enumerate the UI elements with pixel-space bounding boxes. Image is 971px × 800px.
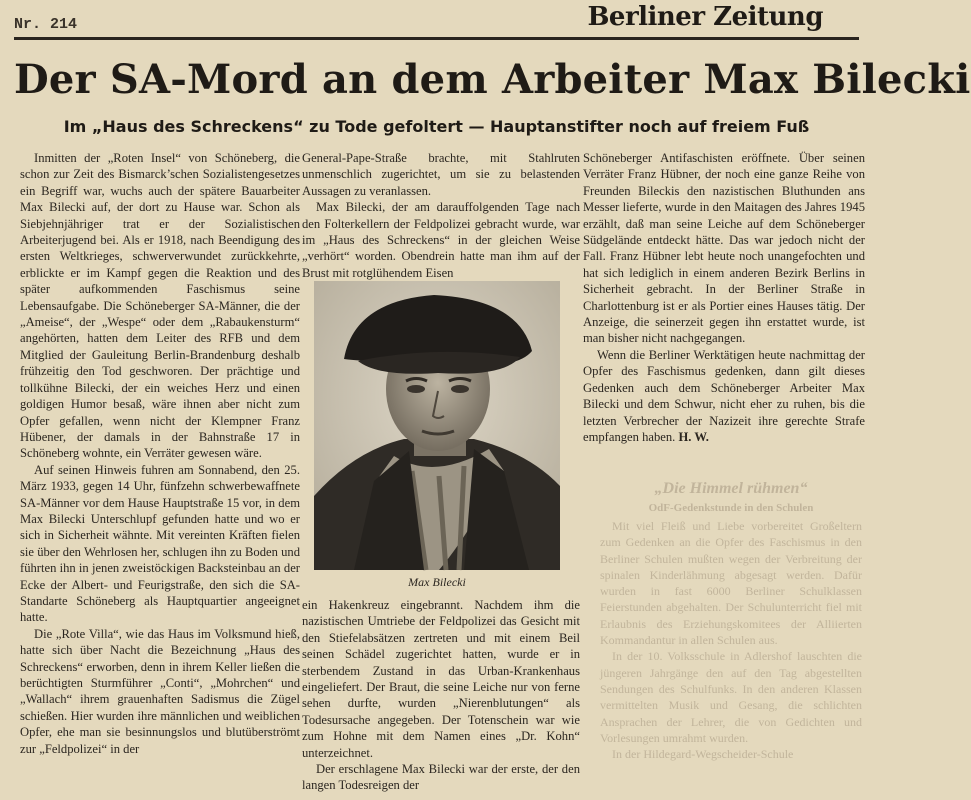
faded-article-body	[600, 518, 862, 762]
column-2-bottom-text	[302, 597, 580, 800]
paragraph: Der erschlagene Max Bilecki war der erste, der den langen Todesreigen der	[302, 762, 580, 793]
paragraph: In der Hildegard-Wegscheider-Schule	[612, 747, 794, 762]
author-signature: H. W.	[678, 429, 709, 444]
faded-article	[600, 478, 862, 800]
column-3-text	[583, 150, 865, 468]
paragraph: Max Bilecki, der am darauffolgenden Tage nach den Folterkellern der Feldpolizei gebracht wurde, war im „Haus des Schreckens“ in der gleichen Weise „verhört“ worden. Obendrein hatte man ihm auf der Brust mit rotglühendem Eisen	[302, 200, 580, 280]
headline: Der SA-Mord an dem Arbeiter Max Bilecki	[14, 56, 971, 103]
portrait-image	[314, 281, 560, 570]
subheadline: Im „Haus des Schreckens“ zu Tode gefoltert — Hauptanstifter noch auf freiem Fuß	[63, 117, 810, 136]
article-column-1	[20, 150, 300, 800]
paragraph: Inmitten der „Roten Insel“ von Schöneberg, die schon zur Zeit des Bismarck’schen Sozialistengesetzes ein Begriff war, wuchs auch der spätere Bauarbeiter Max Bilecki auf, der dort zu Hause war. Schon als Siebjehnjähriger trat er der Sozialistischen Arbeiterjugend bei. Als er 1918, nach Beendigung des ersten Weltkrieges, schwerverwundet zurückkehrte, erblickte er im Kampf gegen die Reaktion und des später aufkommenden Faschismus seine Lebensaufgabe. Die Schöneberger SA-Männer, die der „Ameise“, der „Wespe“ oder dem „Rabaukensturm“ angehörten, hatten dem Leiter des RFB und dem Mitglied der Gauleitung Berlin-Brandenburg deshalb frühzeitig den Tod geschworen. Der prächtige und tollkühne Bilecki, der ein weiches Herz und einen goldigen Humor besaß, wäre ihnen aber nicht zum Opfer gefallen, wenn nicht der Klempner Franz Hübener, der damals in der Bahnstraße 17 in Schöneberg wohnte, ein Verräter gewesen wäre.	[20, 151, 300, 461]
masthead	[14, 2, 859, 36]
paragraph: In der 10. Volksschule in Adlershof lauschten die jüngeren Jahrgänge den auf den Tag abgestellten Sendungen des Schulfunks. In den anderen Klassen vermittelten Musik und Gesang, die schlichten Ansprachen der Lehrer, die von Gedichten und Vorlesungen umrahmt wurden.	[600, 649, 862, 745]
paragraph: ein Hakenkreuz eingebrannt. Nachdem ihm die nazistischen Umtriebe der Feldpolizei das Gesicht mit den Stiefelabsätzen zertreten und mit einem Beil seinen Schädel zugerichtet hatten, wurde er in sterbendem Zustand in das Urban-Krankenhaus eingeliefert. Der Braut, die seine Leiche nur von ferne sehen durfte, wurden „Nierenblutungen“ als Todesursache angegeben. Der Totenschein war wie zum Hohne mit dem Namen eines „Dr. Kohn“ unterzeichnet.	[302, 598, 580, 760]
photo-caption: Max Bilecki	[408, 575, 466, 589]
portrait-photo	[314, 281, 560, 570]
paragraph: Schöneberger Antifaschisten eröffnete. Über seinen Verräter Franz Hübner, der noch eine ganze Reihe von Freunden Bileckis den nazistischen Bluthunden ans Messer lieferte, wurde in den Maitagen des Jahres 1945 erzählt, daß man seine Leiche auf dem Schöneberger Südgelände entdeckt hätte. Das war jedoch nicht der Fall. Franz Hübner lebt heute noch unangefochten und hat sich lediglich in einem anderen Bezirk Berlins in Sicherheit gebracht. In der Berliner Straße in Charlottenburg ist er als Portier eines Hauses tätig. Der Anzeige, die seinerzeit gegen ihn erstattet wurde, ist man bisher nicht nachgegangen.	[583, 151, 865, 346]
faded-article-subtitle: OdF-Gedenkstunde in den Schulen	[648, 502, 814, 514]
article-column-3	[583, 150, 865, 468]
paragraph: General-Pape-Straße brachte, mit Stahlruten unmenschlich zugerichtet, um sie zu belastenden Aussagen zu veranlassen.	[302, 151, 580, 198]
masthead-rule	[14, 37, 859, 40]
paragraph: Mit viel Fleiß und Liebe vorbereitet Großeltern zum Gedenken an die Opfer des Faschismus in den Berliner Schulen mußten wegen der Verbreitung der spinalen Kinderlähmung abgesagt werden. Dafür wurden in fast 6000 Berliner Schulklassen Feierstunden abgehalten. Der Schulunterricht fiel mit Erlaubnis des Erziehungskomitees der Alliierten Kommandantur in allen Schulen aus.	[600, 519, 862, 648]
paragraph: Die „Rote Villa“, wie das Haus im Volksmund hieß, hatte sich über Nacht die Bezeichnung „Haus des Schreckens“ erworben, denn in ihrem Keller ließen die berüchtigten Sturmführer „Conti“, „Mohrchen“ und „Wallach“ ihrem grauenhaften Sadismus die Zügel schießen. Hier wurden ihre männlichen und weiblichen Opfer, ehe man sie besinnungslos und blutüberströmt zur „Feldpolizei“ in der	[20, 626, 300, 756]
paragraph	[583, 347, 865, 445]
issue-number: Nr. 214	[14, 16, 78, 33]
closing-paragraph-text: Wenn die Berliner Werktätigen heute nachmittag der Opfer des Faschismus gedenken, dann gilt dieses Gedenken auch dem Schöneberger Arbeiter Max Bilecki und dem Schwur, nicht eher zu ruhen, bis die letzten Verbrecher der Nazizeit ihre gerechte Strafe empfangen haben.	[583, 347, 865, 444]
newspaper-title: Berliner Zeitung	[587, 2, 823, 32]
paragraph: Auf seinen Hinweis fuhren am Sonnabend, den 25. März 1933, gegen 14 Uhr, fünfzehn schwerbewaffnete SA-Männer vor dem Hause Hauptstraße 15 vor, in dem Max Bilecki Unterschlupf gefunden hatte und wo er sich in Sicherheit wähnte. Mit vereinten Kräften fielen sie über den Wehrlosen her, schlugen ihn zu Boden und führten ihn in jenen zweistöckigen Backsteinbau an der Ecke der Albert- und Feurigstraße, den sich die SA-Standarte Schöneberg als Hauptquartier angeeignet hatte.	[20, 462, 300, 625]
column-2-top-text	[302, 150, 580, 298]
faded-article-title: „Die Himmel rühmen“	[654, 480, 808, 497]
